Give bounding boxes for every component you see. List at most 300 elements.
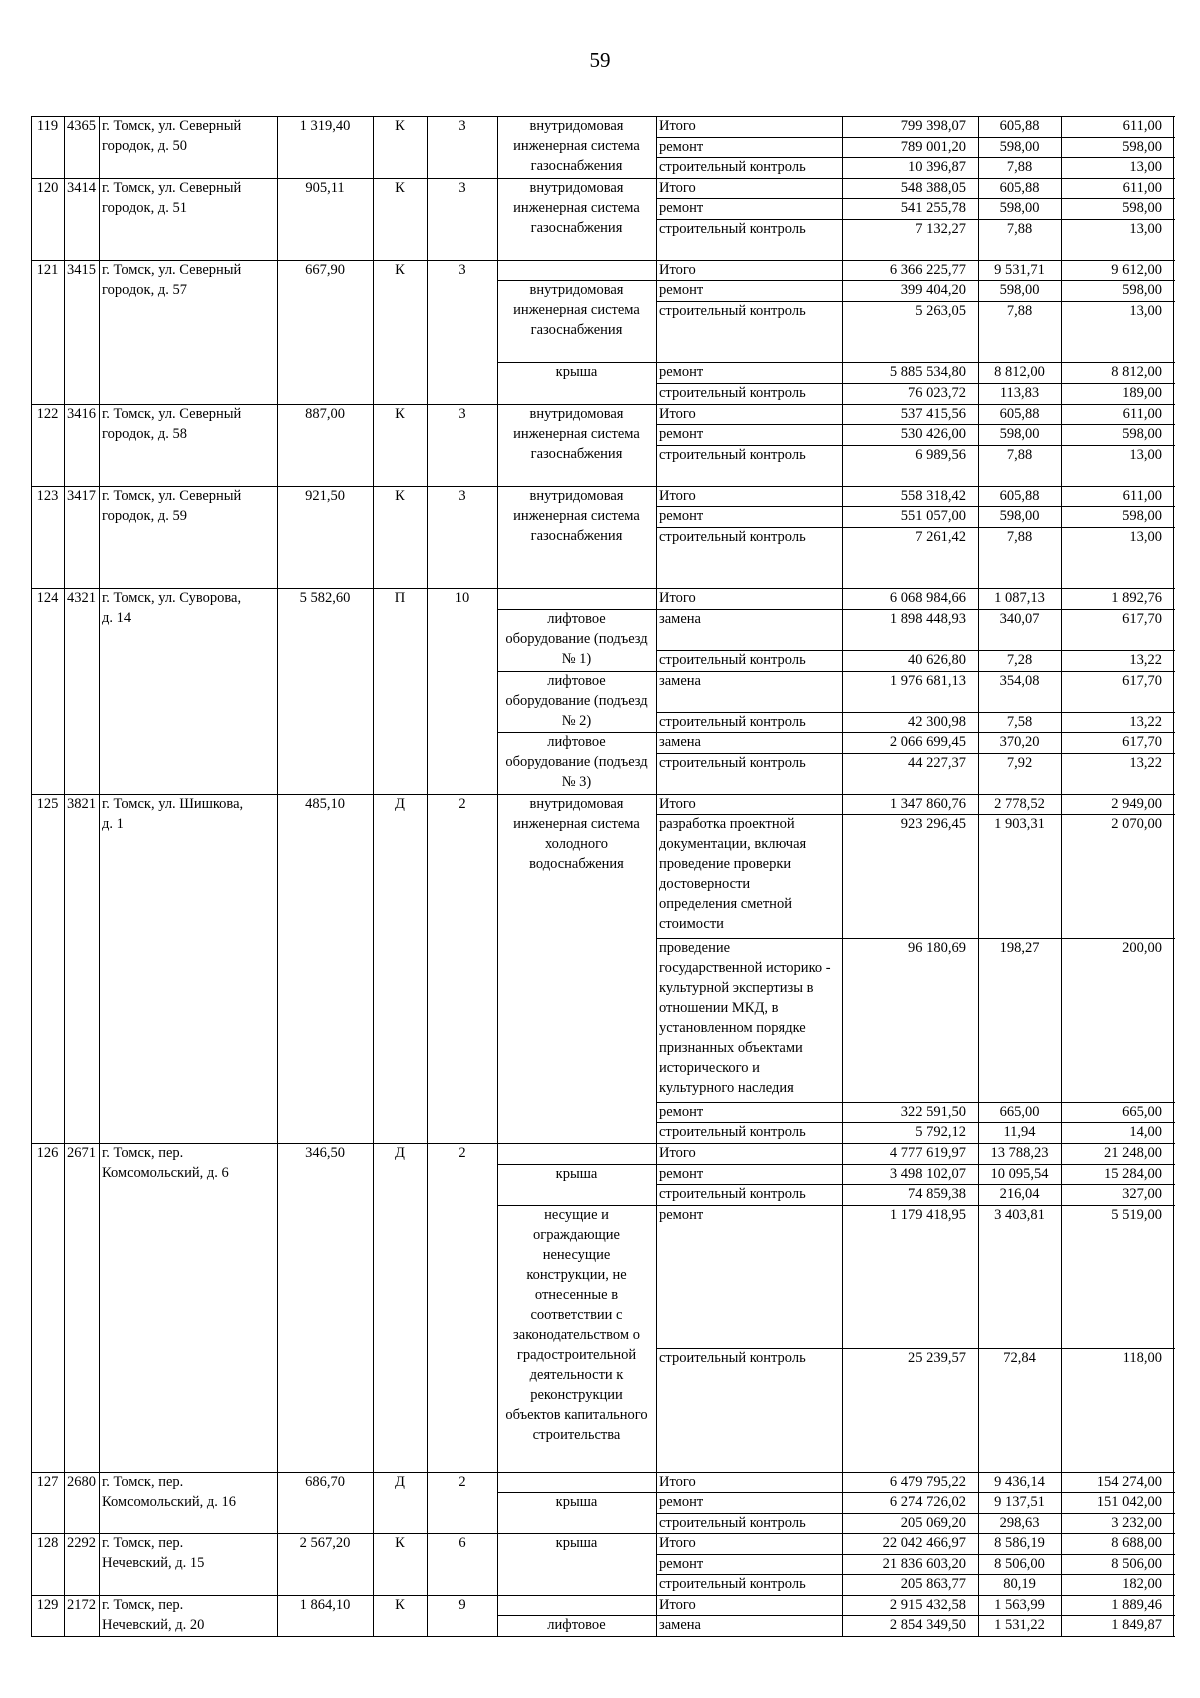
grid-line (373, 116, 428, 117)
cell-elem: внутридомовая инженерная система газоснабжения (513, 179, 640, 236)
grid-line (656, 1184, 843, 1185)
cell-unit: 10 095,54 (990, 1165, 1049, 1182)
cell-work: Итого (659, 1596, 696, 1613)
cell-limit: 2 949,00 (1111, 795, 1162, 812)
grid-line (373, 1143, 428, 1144)
cell-work: Итого (659, 405, 696, 422)
grid-line (277, 178, 374, 179)
cell-unit: 198,27 (999, 939, 1040, 956)
grid-line (64, 794, 100, 795)
cell-unit: 7,28 (1006, 652, 1033, 669)
grid-line (373, 116, 374, 1636)
grid-line (978, 753, 1062, 754)
grid-line (1061, 445, 1175, 446)
cell-work: ремонт (659, 1494, 704, 1511)
cell-area: 921,50 (305, 487, 345, 504)
grid-line (1061, 280, 1175, 281)
grid-line (842, 1492, 979, 1493)
cell-limit: 2 070,00 (1111, 816, 1162, 833)
cell-work: строительный контроль (659, 1350, 806, 1367)
cell-elem (497, 1595, 656, 1616)
cell-floors: 9 (458, 1596, 466, 1613)
cell-type: К (395, 405, 405, 422)
grid-line (842, 1205, 979, 1206)
grid-line (497, 732, 657, 733)
cell-work: строительный контроль (659, 302, 806, 319)
cell-cost: 21 836 603,20 (882, 1555, 966, 1572)
cell-unit: 605,88 (999, 487, 1040, 504)
grid-line (842, 1122, 979, 1123)
grid-line (656, 938, 843, 939)
grid-line (842, 486, 979, 487)
grid-line (842, 609, 979, 610)
cell-work: строительный контроль (659, 652, 806, 669)
grid-line (842, 794, 979, 795)
cell-work: Итого (659, 118, 696, 134)
cell-limit: 154 274,00 (1096, 1473, 1162, 1490)
grid-line (1061, 938, 1175, 939)
grid-line (842, 383, 979, 384)
cell-elem: лифтовое оборудование (подъезд № 1) (505, 610, 648, 667)
cell-cost: 10 396,87 (908, 159, 966, 176)
cell-addr: г. Томск, ул. Северный городок, д. 50 (102, 118, 242, 154)
cell-cost: 74 859,38 (908, 1186, 966, 1203)
grid-line (656, 1492, 843, 1493)
grid-line (978, 588, 1062, 589)
cell-unit: 298,63 (999, 1514, 1040, 1531)
grid-line (99, 260, 278, 261)
grid-line (497, 1164, 657, 1165)
cell-type: П (394, 590, 406, 607)
grid-line (1061, 1122, 1175, 1123)
cell-floors: 3 (458, 487, 466, 504)
cell-cost: 558 318,42 (900, 487, 966, 504)
grid-line (842, 712, 979, 713)
grid-line (978, 506, 1062, 507)
cell-num: 121 (36, 261, 59, 278)
grid-line (64, 1143, 100, 1144)
cell-cost: 322 591,50 (900, 1103, 966, 1120)
grid-line (1061, 1492, 1175, 1493)
cell-elem (497, 260, 656, 281)
grid-line (978, 732, 1062, 733)
grid-line (978, 1143, 1062, 1144)
cell-limit: 611,00 (1122, 179, 1162, 196)
grid-line (842, 1513, 979, 1514)
grid-line (656, 1122, 843, 1123)
grid-line (656, 1205, 843, 1206)
cell-type: К (395, 118, 405, 134)
grid-line (373, 1595, 428, 1596)
cell-addr: г. Томск, пер. Комсомольский, д. 6 (102, 1145, 229, 1181)
grid-line (656, 116, 843, 117)
cell-cost: 789 001,20 (900, 138, 966, 155)
cell-limit: 1 892,76 (1111, 590, 1162, 607)
cell-unit: 8 812,00 (994, 364, 1045, 381)
grid-line (497, 116, 657, 117)
cell-elem: лифтовое оборудование (подъезд № 3) (505, 734, 648, 791)
grid-line (497, 486, 657, 487)
grid-line (656, 1554, 843, 1555)
grid-line (277, 794, 374, 795)
cell-area: 1 319,40 (299, 118, 351, 134)
grid-line (1061, 506, 1175, 507)
cell-unit: 605,88 (999, 179, 1040, 196)
cell-type: К (395, 487, 405, 504)
cell-elem: лифтовое (547, 1617, 606, 1634)
grid-line (842, 1554, 979, 1555)
grid-line (656, 404, 843, 405)
grid-line (842, 938, 979, 939)
grid-line (99, 116, 278, 117)
grid-line (978, 424, 1062, 425)
cell-cost: 2 854 349,50 (889, 1617, 966, 1634)
cell-work: Итого (659, 1145, 696, 1161)
grid-line (978, 260, 1062, 261)
grid-line (842, 137, 979, 138)
cell-type: К (395, 261, 405, 278)
grid-line (277, 1595, 374, 1596)
cell-num: 126 (36, 1145, 59, 1161)
grid-line (842, 280, 979, 281)
grid-line (978, 301, 1062, 302)
grid-line (373, 260, 428, 261)
grid-line (656, 116, 657, 1636)
cell-unit: 7,88 (1006, 446, 1033, 463)
grid-line (1061, 1472, 1175, 1473)
grid-line (1061, 157, 1175, 158)
cell-limit: 15 284,00 (1104, 1165, 1162, 1182)
grid-line (427, 116, 498, 117)
grid-line (277, 1533, 374, 1534)
grid-line (656, 1472, 843, 1473)
cell-work: строительный контроль (659, 528, 806, 545)
cell-limit: 9 612,00 (1111, 261, 1162, 278)
cell-work: ремонт (659, 1165, 704, 1182)
grid-line (978, 1122, 1062, 1123)
cell-addr: г. Томск, ул. Северный городок, д. 59 (102, 487, 242, 524)
cell-work: Итого (659, 795, 696, 812)
cell-floors: 3 (458, 405, 466, 422)
grid-line (656, 527, 843, 528)
cell-work: строительный контроль (659, 159, 806, 176)
cell-cost: 530 426,00 (900, 426, 966, 443)
grid-line (1061, 609, 1175, 610)
cell-cost: 1 347 860,76 (889, 795, 966, 812)
cell-limit: 13,22 (1129, 754, 1162, 771)
cell-unit: 1 563,99 (994, 1596, 1045, 1613)
cell-limit: 1 889,46 (1111, 1596, 1162, 1613)
cell-elem (497, 1472, 656, 1493)
grid-line (1061, 1615, 1175, 1616)
grid-line (656, 362, 843, 363)
grid-line (427, 794, 498, 795)
grid-line (842, 116, 979, 117)
grid-line (1061, 1533, 1175, 1534)
grid-line (373, 588, 428, 589)
grid-line (656, 260, 843, 261)
grid-line (1061, 383, 1175, 384)
grid-line (978, 383, 1062, 384)
cell-num: 119 (36, 118, 59, 134)
cell-code: 2292 (67, 1535, 96, 1552)
cell-area: 485,10 (305, 795, 345, 812)
grid-line (1061, 137, 1175, 138)
cell-cost: 5 263,05 (915, 302, 966, 319)
grid-line (1061, 1102, 1175, 1103)
grid-line (978, 219, 1062, 220)
grid-line (64, 1472, 100, 1473)
grid-line (656, 486, 843, 487)
cell-work: строительный контроль (659, 1186, 806, 1203)
grid-line (656, 753, 843, 754)
grid-line (373, 404, 428, 405)
cell-cost: 1 179 418,95 (889, 1206, 966, 1223)
grid-line (656, 1102, 843, 1103)
grid-line (1061, 116, 1175, 117)
grid-line (656, 650, 843, 651)
cell-elem (497, 588, 656, 609)
grid-line (373, 1533, 428, 1534)
cell-area: 887,00 (305, 405, 345, 422)
grid-line (1061, 588, 1175, 589)
cell-code: 3416 (67, 405, 96, 422)
grid-line (497, 609, 657, 610)
cell-unit: 598,00 (999, 508, 1040, 525)
cell-type: К (395, 179, 405, 196)
grid-line (656, 712, 843, 713)
grid-line (64, 178, 100, 179)
grid-line (31, 404, 65, 405)
grid-line (31, 486, 65, 487)
grid-line (656, 609, 843, 610)
grid-line (842, 116, 843, 1636)
grid-line (842, 219, 979, 220)
cell-work: ремонт (659, 426, 704, 443)
cell-num: 120 (36, 179, 59, 196)
cell-limit: 13,00 (1129, 159, 1162, 176)
cell-limit: 611,00 (1122, 118, 1162, 134)
cell-elem: внутридомовая инженерная система газоснабжения (513, 118, 640, 174)
cell-limit: 151 042,00 (1096, 1494, 1162, 1511)
grid-line (842, 1472, 979, 1473)
cell-code: 2671 (67, 1145, 96, 1161)
cell-limit: 189,00 (1122, 385, 1162, 402)
grid-line (497, 794, 657, 795)
grid-line (1061, 1164, 1175, 1165)
grid-line (978, 198, 1062, 199)
grid-line (978, 404, 1062, 405)
cell-work: Итого (659, 487, 696, 504)
cell-unit: 11,94 (1003, 1124, 1036, 1141)
grid-line (842, 1164, 979, 1165)
cell-addr: г. Томск, пер. Нечевский, д. 20 (102, 1596, 205, 1633)
cell-addr: г. Томск, ул. Северный городок, д. 51 (102, 179, 242, 216)
cell-floors: 2 (458, 1145, 466, 1161)
cell-work: Итого (659, 1473, 696, 1490)
grid-line (497, 588, 657, 589)
cell-elem: крыша (555, 1535, 598, 1552)
cell-cost: 6 068 984,66 (889, 590, 966, 607)
cell-work: строительный контроль (659, 446, 806, 463)
capital-repair-table (31, 116, 1174, 1636)
cell-area: 1 864,10 (299, 1596, 351, 1613)
cell-work: строительный контроль (659, 713, 806, 730)
cell-area: 346,50 (305, 1145, 345, 1161)
grid-line (1061, 404, 1175, 405)
cell-type: Д (395, 795, 405, 812)
grid-line (842, 424, 979, 425)
cell-limit: 617,70 (1122, 672, 1162, 689)
grid-line (842, 650, 979, 651)
grid-line (978, 116, 979, 1636)
cell-work: ремонт (659, 282, 704, 299)
grid-line (277, 1143, 374, 1144)
cell-unit: 340,07 (999, 610, 1040, 627)
cell-num: 125 (36, 795, 59, 812)
cell-limit: 14,00 (1129, 1124, 1162, 1141)
grid-line (656, 1574, 843, 1575)
grid-line (656, 732, 843, 733)
grid-line (99, 1533, 278, 1534)
grid-line (978, 1533, 1062, 1534)
cell-work: строительный контроль (659, 754, 806, 771)
cell-cost: 96 180,69 (908, 939, 966, 956)
grid-line (497, 1533, 657, 1534)
cell-cost: 7 261,42 (915, 528, 966, 545)
cell-work: ремонт (659, 138, 704, 155)
cell-type: Д (395, 1145, 405, 1161)
cell-addr: г. Томск, ул. Северный городок, д. 58 (102, 405, 242, 442)
cell-work: Итого (659, 1535, 696, 1552)
grid-line (31, 1636, 65, 1637)
cell-work: строительный контроль (659, 1576, 806, 1593)
grid-line (978, 137, 1062, 138)
cell-work: разработка проектной документации, включая проведение проверки достоверности определения сметной стоимости (659, 816, 807, 933)
grid-line (978, 1513, 1062, 1514)
grid-line (497, 178, 657, 179)
cell-limit: 1 849,87 (1111, 1617, 1162, 1634)
grid-line (842, 1615, 979, 1616)
cell-limit: 13,00 (1129, 446, 1162, 463)
cell-cost: 923 296,45 (900, 816, 966, 833)
grid-line (99, 1595, 278, 1596)
cell-cost: 205 069,20 (900, 1514, 966, 1531)
cell-floors: 10 (454, 590, 470, 607)
cell-cost: 548 388,05 (900, 179, 966, 196)
grid-line (1173, 116, 1174, 1636)
grid-line (64, 260, 100, 261)
grid-line (842, 1102, 979, 1103)
grid-line (656, 1636, 843, 1637)
grid-line (64, 116, 65, 1636)
grid-line (427, 116, 428, 1636)
grid-line (497, 671, 657, 672)
grid-line (1061, 712, 1175, 713)
grid-line (427, 1636, 498, 1637)
grid-line (1061, 1348, 1175, 1349)
grid-line (1061, 732, 1175, 733)
cell-elem: крыша (555, 1494, 598, 1511)
grid-line (842, 301, 979, 302)
cell-code: 3417 (67, 487, 96, 504)
cell-cost: 6 366 225,77 (889, 261, 966, 278)
cell-area: 5 582,60 (299, 590, 351, 607)
grid-line (31, 1472, 65, 1473)
cell-work: ремонт (659, 1206, 704, 1223)
cell-limit: 13,00 (1129, 220, 1162, 237)
grid-line (978, 1554, 1062, 1555)
grid-line (1061, 1574, 1175, 1575)
grid-line (1061, 1143, 1175, 1144)
cell-elem: крыша (555, 364, 598, 381)
grid-line (1061, 1554, 1175, 1555)
cell-limit: 8 812,00 (1111, 364, 1162, 381)
cell-work: ремонт (659, 1555, 704, 1572)
cell-num: 128 (36, 1535, 59, 1552)
cell-unit: 605,88 (999, 118, 1040, 134)
cell-limit: 598,00 (1122, 200, 1162, 217)
grid-line (99, 1636, 278, 1637)
cell-limit: 5 519,00 (1111, 1206, 1162, 1223)
cell-work: Итого (659, 179, 696, 196)
cell-limit: 13,22 (1129, 713, 1162, 730)
cell-limit: 182,00 (1122, 1576, 1162, 1593)
grid-line (978, 178, 1062, 179)
cell-cost: 399 404,20 (900, 282, 966, 299)
cell-floors: 2 (458, 795, 466, 812)
grid-line (978, 794, 1062, 795)
grid-line (842, 1184, 979, 1185)
grid-line (842, 814, 979, 815)
cell-unit: 7,88 (1006, 220, 1033, 237)
cell-addr: г. Томск, ул. Суворова, д. 14 (102, 590, 242, 627)
cell-unit: 72,84 (1003, 1350, 1036, 1367)
cell-work: Итого (659, 590, 696, 607)
cell-cost: 6 479 795,22 (889, 1473, 966, 1490)
grid-line (99, 178, 278, 179)
grid-line (373, 178, 428, 179)
grid-line (497, 1615, 657, 1616)
grid-line (978, 1102, 1062, 1103)
cell-elem: внутридомовая инженерная система газоснабжения (513, 282, 640, 339)
cell-area: 686,70 (305, 1473, 345, 1490)
cell-unit: 598,00 (999, 426, 1040, 443)
cell-work: строительный контроль (659, 1514, 806, 1531)
grid-line (64, 486, 100, 487)
cell-work: строительный контроль (659, 385, 806, 402)
cell-unit: 665,00 (999, 1103, 1040, 1120)
cell-unit: 1 531,22 (994, 1617, 1045, 1634)
cell-floors: 3 (458, 179, 466, 196)
cell-limit: 13,00 (1129, 528, 1162, 545)
grid-line (656, 424, 843, 425)
grid-line (1061, 219, 1175, 220)
cell-work: ремонт (659, 1103, 704, 1120)
cell-unit: 9 531,71 (994, 261, 1045, 278)
cell-floors: 6 (458, 1535, 466, 1552)
grid-line (31, 794, 65, 795)
grid-line (842, 404, 979, 405)
cell-cost: 6 274 726,02 (889, 1494, 966, 1511)
grid-line (277, 486, 374, 487)
cell-unit: 8 586,19 (994, 1535, 1045, 1552)
grid-line (842, 1348, 979, 1349)
cell-unit: 1 087,13 (994, 590, 1045, 607)
grid-line (1061, 794, 1175, 795)
cell-limit: 598,00 (1122, 138, 1162, 155)
grid-line (277, 588, 374, 589)
